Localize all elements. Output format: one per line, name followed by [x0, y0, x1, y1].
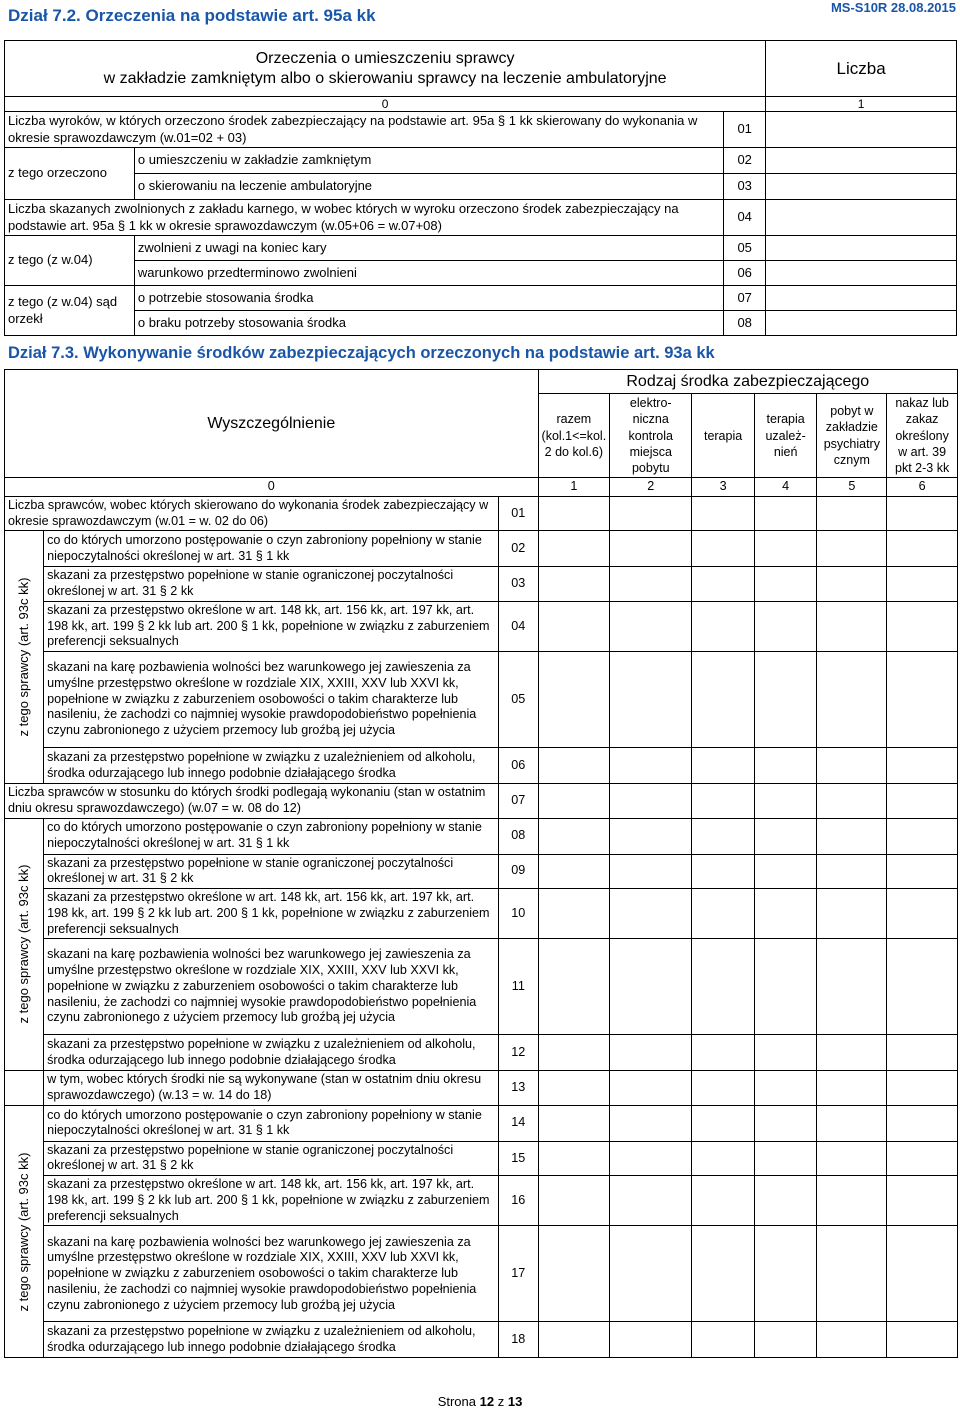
table1-row-01-value[interactable] [766, 112, 957, 148]
table2-row-01-col-2[interactable] [610, 496, 692, 530]
table1-row-06-value[interactable] [766, 261, 957, 286]
table2-row-10-col-2[interactable] [610, 889, 692, 939]
table2-row-06-col-2[interactable] [610, 748, 692, 784]
table2-row-11-label: skazani na karę pozbawienia wolności bez warunkowego jej zawieszenia za umyślne przestępstwo określone w rozdziale XIX, XXIII, XXV lub XXVI kk, popełnione w związku z zaburzeniem osobowości o takim charakterze lub nasileniu, że zachodzi co najmniej wysokie prawdopodobieństwo popełnienia czynu zabronionego z użyciem przemocy lub groźbą jej użycia [44, 939, 499, 1035]
table2-row-15-col-6[interactable] [887, 1141, 958, 1175]
table2-row-12-col-5[interactable] [817, 1035, 887, 1071]
table2-row-10-num: 10 [499, 889, 538, 939]
table2-row-13-num: 13 [499, 1071, 538, 1105]
table2-row-04-col-4[interactable] [754, 601, 817, 651]
table2-row-01-col-3[interactable] [692, 496, 755, 530]
table2-row-15-col-5[interactable] [817, 1141, 887, 1175]
table1-col-liczba: Liczba [766, 41, 957, 97]
table2-row-13-col-2[interactable] [610, 1071, 692, 1105]
table2-row-17-col-3[interactable] [692, 1226, 755, 1322]
table2-row-02-col-3[interactable] [692, 531, 755, 567]
table2-row-17-col-2[interactable] [610, 1226, 692, 1322]
table1-row-02-num: 02 [724, 148, 766, 174]
table2-row-01-col-5[interactable] [817, 496, 887, 530]
table2-row-05-col-6[interactable] [887, 652, 958, 748]
table2-row-12-col-4[interactable] [754, 1035, 817, 1071]
table2-row-06-col-1[interactable] [538, 748, 610, 784]
table1-row-08-label: o braku potrzeby stosowania środka [134, 311, 723, 336]
table2-row-07-col-5[interactable] [817, 784, 887, 818]
table2-idx-4: 4 [754, 478, 817, 497]
table2-desc-header: Wyszczególnienie [5, 370, 539, 478]
table2-row-04-label: skazani za przestępstwo określone w art. 148 kk, art. 156 kk, art. 197 kk, art. 198 kk, art. 199 § 2 kk lub art. 200 § 1 kk, popełnione w związku z zaburzeniem preferencji seksualnych [44, 601, 499, 651]
table1-row-05-num: 05 [724, 236, 766, 261]
table2-row-10-col-4[interactable] [754, 889, 817, 939]
table2-row-08-col-5[interactable] [817, 818, 887, 854]
table2-row-13-col-6[interactable] [887, 1071, 958, 1105]
table2-row-15-col-4[interactable] [754, 1141, 817, 1175]
table1-row-03-num: 03 [724, 174, 766, 200]
table2-row-10-col-5[interactable] [817, 889, 887, 939]
table2-row-05-col-5[interactable] [817, 652, 887, 748]
table2-row-05-label: skazani na karę pozbawienia wolności bez warunkowego jej zawieszenia za umyślne przestępstwo określone w rozdziale XIX, XXIII, XXV lub XXVI kk, popełnione w związku z zaburzeniem osobowości o takim charakterze lub nasileniu, że zachodzi co najmniej wysokie prawdopodobieństwo popełnienia czynu zabronionego z użyciem przemocy lub groźbą jej użycia [44, 652, 499, 748]
table2-row-16-col-2[interactable] [610, 1176, 692, 1226]
table2-row-13-col-1[interactable] [538, 1071, 610, 1105]
table1-row-07-value[interactable] [766, 286, 957, 311]
table2-row-15-label: skazani za przestępstwo popełnione w stanie ograniczonej poczytalności określonej w art. 31 § 2 kk [44, 1141, 499, 1175]
table2-row-08-col-1[interactable] [538, 818, 610, 854]
table2-row-08-col-2[interactable] [610, 818, 692, 854]
table2-row-04-col-1[interactable] [538, 601, 610, 651]
table2-row-08-col-3[interactable] [692, 818, 755, 854]
table2-row-14-col-3[interactable] [692, 1105, 755, 1141]
table2-row-09-col-5[interactable] [817, 854, 887, 888]
table2-row-14-col-4[interactable] [754, 1105, 817, 1141]
section-title-7-3: Dział 7.3. Wykonywanie środków zabezpieczających orzeczonych na podstawie art. 93a kk [8, 344, 715, 362]
table2-row-18-col-4[interactable] [754, 1322, 817, 1358]
table1-group-zw04: z tego (z w.04) [5, 236, 135, 286]
table1-row-01-num: 01 [724, 112, 766, 148]
table2-row-16-col-1[interactable] [538, 1176, 610, 1226]
table2-row-14-col-2[interactable] [610, 1105, 692, 1141]
table2-group-label: z tego sprawcy (art. 93c kk) [5, 818, 44, 1071]
table2-row-12-col-2[interactable] [610, 1035, 692, 1071]
table1-row-01-label: Liczba wyroków, w których orzeczono środek zabezpieczający na podstawie art. 95a § 1 kk skierowany do wykonania w okresie sprawozdawczym (w.01=02 + 03) [5, 112, 724, 148]
table-orzeczenia [4, 40, 957, 336]
table2-row-04-col-3[interactable] [692, 601, 755, 651]
table2-row-09-num: 09 [499, 854, 538, 888]
table2-idx-1: 1 [538, 478, 610, 497]
table2-row-13-col-3[interactable] [692, 1071, 755, 1105]
table2-row-07-col-1[interactable] [538, 784, 610, 818]
table2-idx-6: 6 [887, 478, 958, 497]
table1-row-07-label: o potrzebie stosowania środka [134, 286, 723, 311]
table2-row-13-spacer [5, 1071, 44, 1105]
table1-row-07-num: 07 [724, 286, 766, 311]
table2-row-10-col-1[interactable] [538, 889, 610, 939]
table2-row-06-num: 06 [499, 748, 538, 784]
table1-row-06-label: warunkowo przedterminowo zwolnieni [134, 261, 723, 286]
table2-row-07-col-4[interactable] [754, 784, 817, 818]
table2-row-12-col-1[interactable] [538, 1035, 610, 1071]
table1-row-02-label: o umieszczeniu w zakładzie zamkniętym [134, 148, 723, 174]
table1-idx-1: 1 [766, 97, 957, 112]
table2-row-06-col-3[interactable] [692, 748, 755, 784]
table2-row-14-label: co do których umorzono postępowanie o czyn zabroniony popełniony w stanie niepoczytalności określonej w art. 31 § 1 kk [44, 1105, 499, 1141]
table2-row-11-col-1[interactable] [538, 939, 610, 1035]
table2-row-14-col-5[interactable] [817, 1105, 887, 1141]
table2-row-04-num: 04 [499, 601, 538, 651]
table2-row-09-col-4[interactable] [754, 854, 817, 888]
table1-idx-0: 0 [5, 97, 766, 112]
table2-row-18-col-2[interactable] [610, 1322, 692, 1358]
table2-row-08-num: 08 [499, 818, 538, 854]
table2-row-15-num: 15 [499, 1141, 538, 1175]
section-title-7-2: Dział 7.2. Orzeczenia na podstawie art. 95a kk [8, 6, 376, 25]
table2-col-nakaz: nakaz lub zakaz określony w art. 39 pkt 2-3 kk [887, 394, 958, 478]
table2-row-01-label: Liczba sprawców, wobec których skierowano do wykonania środek zabezpieczający w okresie sprawozdawczym (w.01 = w. 02 do 06) [5, 496, 499, 530]
table2-row-17-col-4[interactable] [754, 1226, 817, 1322]
table1-row-04-num: 04 [724, 200, 766, 236]
table2-row-10-col-6[interactable] [887, 889, 958, 939]
table2-row-11-col-4[interactable] [754, 939, 817, 1035]
table2-row-02-label: co do których umorzono postępowanie o czyn zabroniony popełniony w stanie niepoczytalności określonej w art. 31 § 1 kk [44, 531, 499, 567]
table2-row-15-col-3[interactable] [692, 1141, 755, 1175]
table1-row-04-label: Liczba skazanych zwolnionych z zakładu karnego, w wobec których w wyroku orzeczono środek zabezpieczający na podstawie art. 95a § 1 kk w okresie sprawozdawczym (w.05+06 = w.07+08) [5, 200, 724, 236]
table2-row-16-col-4[interactable] [754, 1176, 817, 1226]
table1-row-08-value[interactable] [766, 311, 957, 336]
table2-row-09-col-1[interactable] [538, 854, 610, 888]
table2-row-15-col-2[interactable] [610, 1141, 692, 1175]
table2-row-12-col-3[interactable] [692, 1035, 755, 1071]
table2-row-06-col-6[interactable] [887, 748, 958, 784]
table-wykonywanie [4, 369, 958, 1358]
table2-row-16-label: skazani za przestępstwo określone w art. 148 kk, art. 156 kk, art. 197 kk, art. 198 kk, art. 199 § 2 kk lub art. 200 § 1 kk, popełnione w związku z zaburzeniem preferencji seksualnych [44, 1176, 499, 1226]
table1-row-05-label: zwolnieni z uwagi na koniec kary [134, 236, 723, 261]
table2-row-01-col-6[interactable] [887, 496, 958, 530]
table2-row-09-col-2[interactable] [610, 854, 692, 888]
table2-row-03-num: 03 [499, 567, 538, 601]
table2-row-14-col-6[interactable] [887, 1105, 958, 1141]
table2-col-pobyt: pobyt w zakładzie psychiatry cznym [817, 394, 887, 478]
table2-row-17-col-6[interactable] [887, 1226, 958, 1322]
table2-row-08-col-4[interactable] [754, 818, 817, 854]
table2-row-13-col-5[interactable] [817, 1071, 887, 1105]
table2-row-02-col-2[interactable] [610, 531, 692, 567]
table2-row-03-col-2[interactable] [610, 567, 692, 601]
table2-row-11-num: 11 [499, 939, 538, 1035]
table2-row-09-label: skazani za przestępstwo popełnione w stanie ograniczonej poczytalności określonej w art. 31 § 2 kk [44, 854, 499, 888]
table2-row-16-col-5[interactable] [817, 1176, 887, 1226]
table1-row-04-value[interactable] [766, 200, 957, 236]
table2-body [5, 496, 958, 1357]
table2-row-05-col-4[interactable] [754, 652, 817, 748]
table2-row-09-col-6[interactable] [887, 854, 958, 888]
table2-row-10-label: skazani za przestępstwo określone w art. 148 kk, art. 156 kk, art. 197 kk, art. 198 kk, art. 199 § 2 kk lub art. 200 § 1 kk, popełnione w związku z zaburzeniem preferencji seksualnych [44, 889, 499, 939]
table2-row-17-label: skazani na karę pozbawienia wolności bez warunkowego jej zawieszenia za umyślne przestępstwo określone w rozdziale XIX, XXIII, XXV lub XXVI kk, popełnione w związku z zaburzeniem osobowości o takim charakterze lub nasileniu, że zachodzi co najmniej wysokie prawdopodobieństwo popełnienia czynu zabronionego z użyciem przemocy lub groźbą jej użycia [44, 1226, 499, 1322]
table2-row-16-col-6[interactable] [887, 1176, 958, 1226]
table2-row-06-label: skazani za przestępstwo popełnione w związku z uzależnieniem od alkoholu, środka odurzającego lub innego podobnie działającego środka [44, 748, 499, 784]
table2-row-02-col-6[interactable] [887, 531, 958, 567]
table2-row-17-col-1[interactable] [538, 1226, 610, 1322]
table2-row-11-col-5[interactable] [817, 939, 887, 1035]
table2-row-18-num: 18 [499, 1322, 538, 1358]
table2-row-03-label: skazani za przestępstwo popełnione w stanie ograniczonej poczytalności określonej w art. 31 § 2 kk [44, 567, 499, 601]
table2-row-07-col-2[interactable] [610, 784, 692, 818]
table2-row-10-col-3[interactable] [692, 889, 755, 939]
table2-row-08-label: co do których umorzono postępowanie o czyn zabroniony popełniony w stanie niepoczytalności określonej w art. 31 § 1 kk [44, 818, 499, 854]
table2-group-label: z tego sprawcy (art. 93c kk) [5, 1105, 44, 1358]
table2-row-18-col-6[interactable] [887, 1322, 958, 1358]
table2-row-18-col-5[interactable] [817, 1322, 887, 1358]
table2-row-16-col-3[interactable] [692, 1176, 755, 1226]
table2-row-05-col-2[interactable] [610, 652, 692, 748]
table2-col-terapia-uzaleznien: terapia uzależ-nień [754, 394, 817, 478]
table2-row-11-col-3[interactable] [692, 939, 755, 1035]
table2-row-06-col-4[interactable] [754, 748, 817, 784]
table2-row-18-col-3[interactable] [692, 1322, 755, 1358]
table2-row-03-col-4[interactable] [754, 567, 817, 601]
table1-row-03-value[interactable] [766, 174, 957, 200]
table2-idx-2: 2 [610, 478, 692, 497]
table2-row-13-label: w tym, wobec których środki nie są wykonywane (stan w ostatnim dniu okresu sprawozdawczego) (w.13 = w. 14 do 18) [44, 1071, 499, 1105]
table2-row-18-label: skazani za przestępstwo popełnione w związku z uzależnieniem od alkoholu, środka odurzającego lub innego podobnie działającego środka [44, 1322, 499, 1358]
table2-row-02-col-5[interactable] [817, 531, 887, 567]
table2-row-02-col-4[interactable] [754, 531, 817, 567]
table2-row-05-col-1[interactable] [538, 652, 610, 748]
table2-row-07-col-6[interactable] [887, 784, 958, 818]
table2-idx-3: 3 [692, 478, 755, 497]
table2-row-14-num: 14 [499, 1105, 538, 1141]
table2-row-12-col-6[interactable] [887, 1035, 958, 1071]
table2-row-14-col-1[interactable] [538, 1105, 610, 1141]
table2-row-01-col-1[interactable] [538, 496, 610, 530]
table2-row-01-num: 01 [499, 496, 538, 530]
table1-row-06-num: 06 [724, 261, 766, 286]
table2-idx-5: 5 [817, 478, 887, 497]
table2-row-13-col-4[interactable] [754, 1071, 817, 1105]
table2-col-razem: razem (kol.1<=kol. 2 do kol.6) [538, 394, 610, 478]
table2-group-label: z tego sprawcy (art. 93c kk) [5, 531, 44, 784]
table2-row-02-num: 02 [499, 531, 538, 567]
table2-row-05-col-3[interactable] [692, 652, 755, 748]
table2-row-07-col-3[interactable] [692, 784, 755, 818]
table2-col-elektroniczna: elektro-niczna kontrola miejsca pobytu [610, 394, 692, 478]
table2-row-11-col-2[interactable] [610, 939, 692, 1035]
table2-row-04-col-6[interactable] [887, 601, 958, 651]
table2-row-02-col-1[interactable] [538, 531, 610, 567]
table1-row-08-num: 08 [724, 311, 766, 336]
page-footer: Strona 12 z 13 [437, 1394, 523, 1409]
form-id: MS-S10R 28.08.2015 [830, 0, 956, 15]
table1-row-02-value[interactable] [766, 148, 957, 174]
table2-row-12-label: skazani za przestępstwo popełnione w związku z uzależnieniem od alkoholu, środka odurzającego lub innego podobnie działającego środka [44, 1035, 499, 1071]
table2-row-03-col-3[interactable] [692, 567, 755, 601]
table2-row-03-col-1[interactable] [538, 567, 610, 601]
table2-row-15-col-1[interactable] [538, 1141, 610, 1175]
table2-row-01-col-4[interactable] [754, 496, 817, 530]
table1-row-03-label: o skierowaniu na leczenie ambulatoryjne [134, 174, 723, 200]
table2-row-11-col-6[interactable] [887, 939, 958, 1035]
table2-row-07-label: Liczba sprawców w stosunku do których środki podlegają wykonaniu (stan w ostatnim dniu okresu sprawozdawczego) (w.07 = w. 08 do 12) [5, 784, 499, 818]
table2-row-16-num: 16 [499, 1176, 538, 1226]
table2-row-03-col-6[interactable] [887, 567, 958, 601]
table2-row-07-num: 07 [499, 784, 538, 818]
table2-row-18-col-1[interactable] [538, 1322, 610, 1358]
table2-row-04-col-5[interactable] [817, 601, 887, 651]
table2-col-terapia: terapia [692, 394, 755, 478]
table1-title: Orzeczenia o umieszczeniu sprawcy w zakładzie zamkniętym albo o skierowaniu sprawcy na leczenie ambulatoryjne [5, 41, 766, 97]
table2-row-17-num: 17 [499, 1226, 538, 1322]
table2-row-05-num: 05 [499, 652, 538, 748]
table1-row-05-value[interactable] [766, 236, 957, 261]
table2-row-12-num: 12 [499, 1035, 538, 1071]
table2-row-09-col-3[interactable] [692, 854, 755, 888]
table2-caption: Rodzaj środka zabezpieczającego [538, 370, 957, 394]
table2-row-04-col-2[interactable] [610, 601, 692, 651]
table2-row-03-col-5[interactable] [817, 567, 887, 601]
table2-row-08-col-6[interactable] [887, 818, 958, 854]
table2-row-17-col-5[interactable] [817, 1226, 887, 1322]
table2-idx-0: 0 [5, 478, 539, 497]
table2-row-06-col-5[interactable] [817, 748, 887, 784]
table1-group-sad-orzekl: z tego (z w.04) sąd orzekł [5, 286, 135, 336]
table1-group-orzeczono: z tego orzeczono [5, 148, 135, 200]
